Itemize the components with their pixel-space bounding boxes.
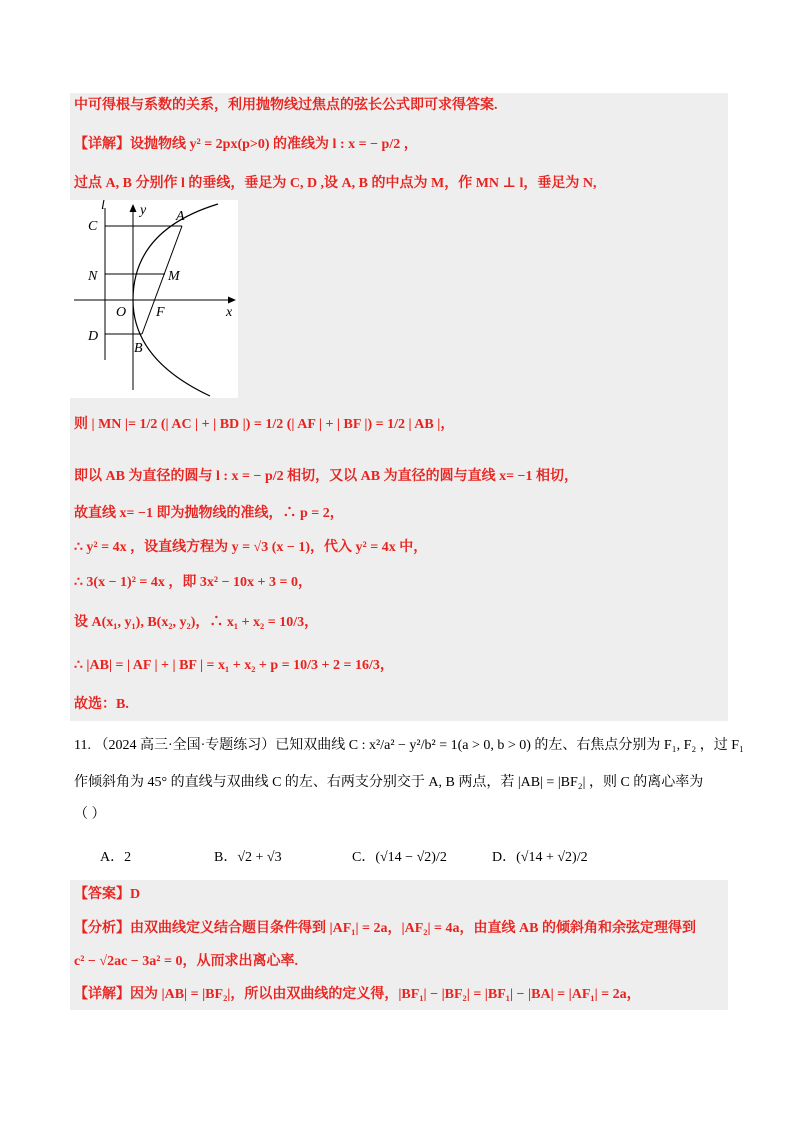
label-O: O <box>116 305 127 320</box>
detail-line-q11 <box>74 984 641 1006</box>
detail-text: 设抛物线 y² = 2px(p>0) 的准线为 l : x = − p/2 ， <box>130 137 418 152</box>
x-axis-arrow <box>228 297 236 304</box>
text-line-5: 即以 AB 为直径的圆与 l : x = − p/2 相切，又以 AB 为直径的圆与直线 x= −1 相切， <box>74 469 579 484</box>
label-y: y <box>140 203 147 218</box>
label-l: l <box>101 200 105 213</box>
answer-line <box>74 884 140 906</box>
text-line-8: ∴ 3(x − 1)² = 4x ，即 3x² − 10x + 3 = 0， <box>74 575 313 590</box>
question-11-line-1: 11. （2024 高三·全国·专题练习）已知双曲线 C : x²/a² − y²/b² = 1(a > 0, b > 0) 的左、右焦点分别为 F₁, F₂ ，过 F₁ <box>74 738 744 753</box>
analysis-text-1: 由双曲线定义结合题目条件得到 |AF₁| = 2a，|AF₂| = 4a，由直线 AB 的倾斜角和余弦定理得到 <box>130 921 696 936</box>
answer-value: D <box>130 887 141 902</box>
text-line-3: 过点 A, B 分别作 l 的垂线，垂足为 C, D ,设 A, B 的中点为 M，作 MN ⊥ l，垂足为 N, <box>74 176 597 191</box>
detail-text-q11: 因为 |AB| = |BF₂|，所以由双曲线的定义得，|BF₁| − |BF₂| = |BF₁| − |BA| = |AF₁| = 2a， <box>130 987 641 1002</box>
label-M: M <box>168 269 180 284</box>
text-line-2 <box>74 134 418 156</box>
option-d: D．(√14 + √2)/2 <box>492 850 588 865</box>
parabola-diagram <box>70 200 238 398</box>
label-F: F <box>156 305 165 320</box>
text-line-7: ∴ y² = 4x ，设直线方程为 y = √3 (x − 1)，代入 y² = 4x 中， <box>74 540 428 555</box>
label-C: C <box>88 219 98 234</box>
text-line-6: 故直线 x= −1 即为抛物线的准线，∴ p = 2， <box>74 506 344 521</box>
detail-tag-q11: 【详解】 <box>74 987 130 1002</box>
option-a: A．2 <box>100 850 132 865</box>
label-N: N <box>88 269 98 284</box>
answer-choice-line: 故选：B. <box>74 697 129 712</box>
question-11-line-3: （ ） <box>74 807 106 822</box>
analysis-tag: 【分析】 <box>74 921 130 936</box>
answer-tag: 【答案】 <box>74 887 130 902</box>
text-line-1: 中可得根与系数的关系，利用抛物线过焦点的弦长公式即可求得答案. <box>74 98 498 113</box>
y-axis-arrow <box>130 204 137 212</box>
parabola-figure <box>70 200 238 398</box>
text-line-9: 设 A(x₁, y₁), B(x₂, y₂)，∴ x₁ + x₂ = 10/3， <box>74 615 319 630</box>
analysis-line-1 <box>74 918 696 940</box>
detail-tag: 【详解】 <box>74 137 130 152</box>
label-x: x <box>226 305 233 320</box>
option-c: C．(√14 − √2)/2 <box>352 850 447 865</box>
label-B: B <box>134 341 143 356</box>
question-11-line-2: 作倾斜角为 45° 的直线与双曲线 C 的左、右两支分别交于 A, B 两点，若 |AB| = |BF₂| ，则 C 的离心率为 <box>74 775 704 790</box>
label-D: D <box>88 329 99 344</box>
option-b: B．√2 + √3 <box>214 850 282 865</box>
label-A: A <box>176 209 185 224</box>
analysis-line-2: c² − √2ac − 3a² = 0，从而求出离心率. <box>74 954 298 969</box>
text-line-10: ∴ |AB| = | AF | + | BF | = x₁ + x₂ + p = 10/3 + 2 = 16/3， <box>74 658 394 673</box>
text-line-4: 则 | MN |= 1/2 (| AC | + | BD |) = 1/2 (| AF | + | BF |) = 1/2 | AB |， <box>74 417 455 432</box>
